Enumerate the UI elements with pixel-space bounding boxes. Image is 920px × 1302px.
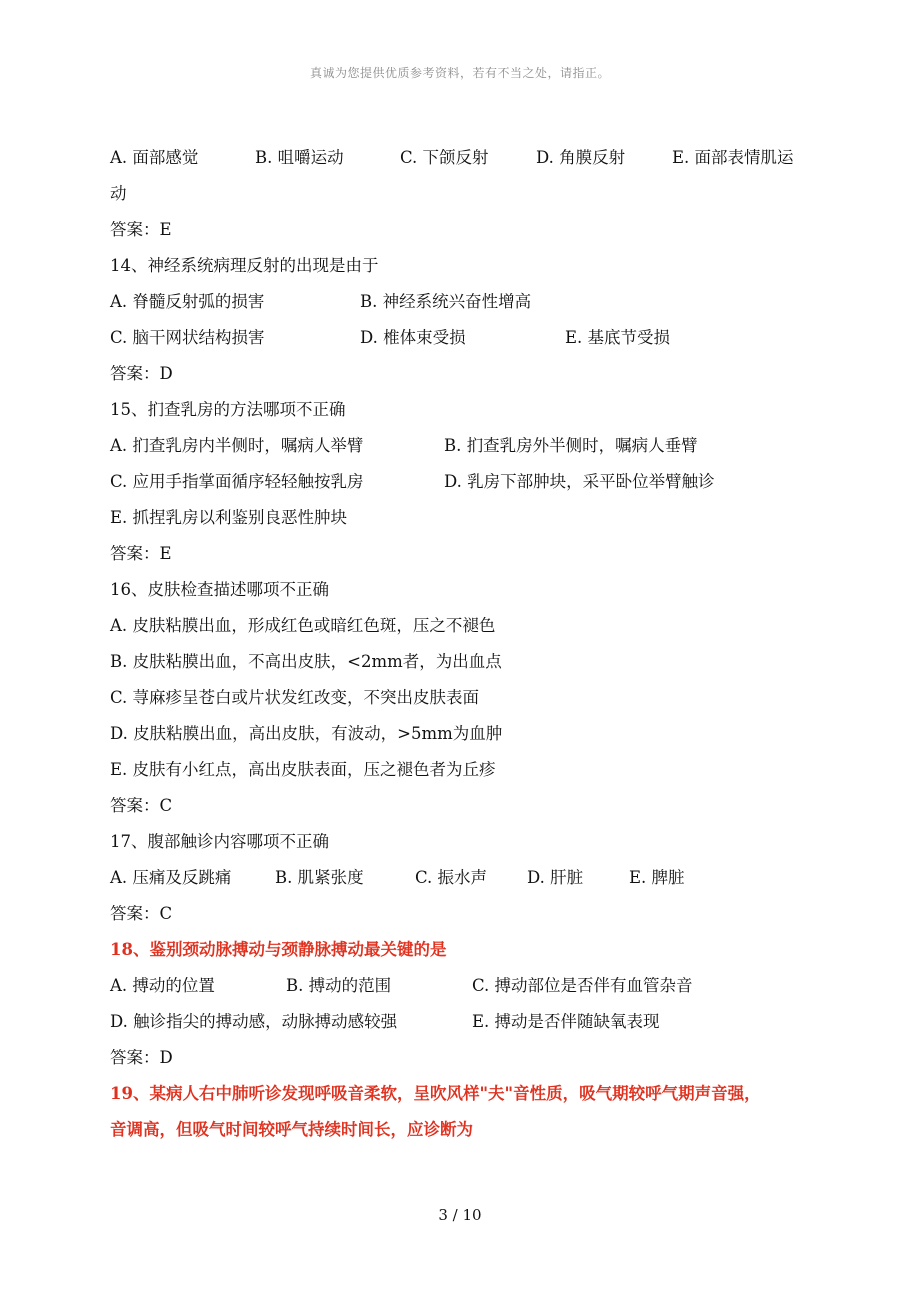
q14-option-a: A. 脊髓反射弧的损害: [110, 292, 265, 311]
q18-option-c: C. 搏动部位是否伴有血管杂音: [472, 976, 693, 995]
q19-question-line2: 音调高，但吸气时间较呼气持续时间长，应诊断为: [110, 1120, 473, 1139]
q16-answer: 答案：C: [110, 796, 173, 815]
q13-option-c: C. 下颌反射: [400, 148, 489, 167]
q18-option-d: D. 触诊指尖的搏动感，动脉搏动感较强: [110, 1012, 398, 1031]
q14-option-e: E. 基底节受损: [565, 328, 671, 347]
q13-answer: 答案：E: [110, 220, 172, 239]
q18-options-row1: [110, 968, 830, 1004]
q14-options-row2: [110, 320, 830, 356]
q17-question: 17、腹部触诊内容哪项不正确: [110, 832, 329, 851]
q15-options-row2: [110, 464, 830, 500]
q17-answer: 答案：C: [110, 904, 173, 923]
q14-option-c: C. 脑干网状结构损害: [110, 328, 265, 347]
q18-options-row2: [110, 1004, 830, 1040]
q15-options-row1: [110, 428, 830, 464]
question-list: [110, 140, 830, 1148]
q16-option-d: D. 皮肤粘膜出血，高出皮肤，有波动，>5mm为血肿: [110, 724, 503, 743]
q18-option-b: B. 搏动的范围: [286, 976, 392, 995]
q14-question: 14、神经系统病理反射的出现是由于: [110, 256, 379, 275]
q17-options: [110, 860, 830, 896]
q13-option-d: D. 角膜反射: [536, 148, 626, 167]
q13-option-e-continuation: 动: [110, 184, 127, 203]
q18-option-a: A. 搏动的位置: [110, 976, 215, 995]
q19-question-line1: 19、某病人右中肺听诊发现呼吸音柔软，呈吹风样"夫"音性质，吸气期较呼气期声音强，: [110, 1084, 761, 1103]
q13-options: [110, 140, 830, 176]
q14-option-b: B. 神经系统兴奋性增高: [360, 292, 532, 311]
q17-option-a: A. 压痛及反跳痛: [110, 868, 232, 887]
page-header-note: 真诚为您提供优质参考资料，若有不当之处，请指正。: [309, 66, 610, 80]
q18-question: 18、鉴别颈动脉搏动与颈静脉搏动最关键的是: [110, 940, 447, 959]
q15-option-a: A. 扪查乳房内半侧时，嘱病人举臂: [110, 436, 364, 455]
q15-answer: 答案：E: [110, 544, 172, 563]
q17-option-e: E. 脾脏: [629, 868, 685, 887]
q17-option-d: D. 肝脏: [527, 868, 584, 887]
q14-answer: 答案：D: [110, 364, 173, 383]
q15-option-c: C. 应用手指掌面循序轻轻触按乳房: [110, 472, 364, 491]
q15-option-d: D. 乳房下部肿块，采平卧位举臂触诊: [444, 472, 715, 491]
q15-question: 15、扪查乳房的方法哪项不正确: [110, 400, 346, 419]
q13-option-b: B. 咀嚼运动: [255, 148, 344, 167]
q18-answer: 答案：D: [110, 1048, 173, 1067]
q14-options-row1: [110, 284, 830, 320]
q15-option-e: E. 抓捏乳房以利鉴别良恶性肿块: [110, 508, 348, 527]
page-number: 3 / 10: [438, 1206, 482, 1224]
q16-question: 16、皮肤检查描述哪项不正确: [110, 580, 329, 599]
q13-option-a: A. 面部感觉: [110, 148, 199, 167]
q15-option-b: B. 扪查乳房外半侧时，嘱病人垂臂: [444, 436, 698, 455]
q16-option-b: B. 皮肤粘膜出血，不高出皮肤，<2mm者，为出血点: [110, 652, 502, 671]
q17-option-b: B. 肌紧张度: [275, 868, 364, 887]
q18-option-e: E. 搏动是否伴随缺氧表现: [472, 1012, 660, 1031]
q16-option-c: C. 荨麻疹呈苍白或片状发红改变，不突出皮肤表面: [110, 688, 480, 707]
q16-option-a: A. 皮肤粘膜出血，形成红色或暗红色斑，压之不褪色: [110, 616, 496, 635]
q13-option-e: E. 面部表情肌运: [672, 148, 794, 167]
q16-option-e: E. 皮肤有小红点，高出皮肤表面，压之褪色者为丘疹: [110, 760, 496, 779]
q17-option-c: C. 振水声: [415, 868, 488, 887]
q14-option-d: D. 椎体束受损: [360, 328, 466, 347]
